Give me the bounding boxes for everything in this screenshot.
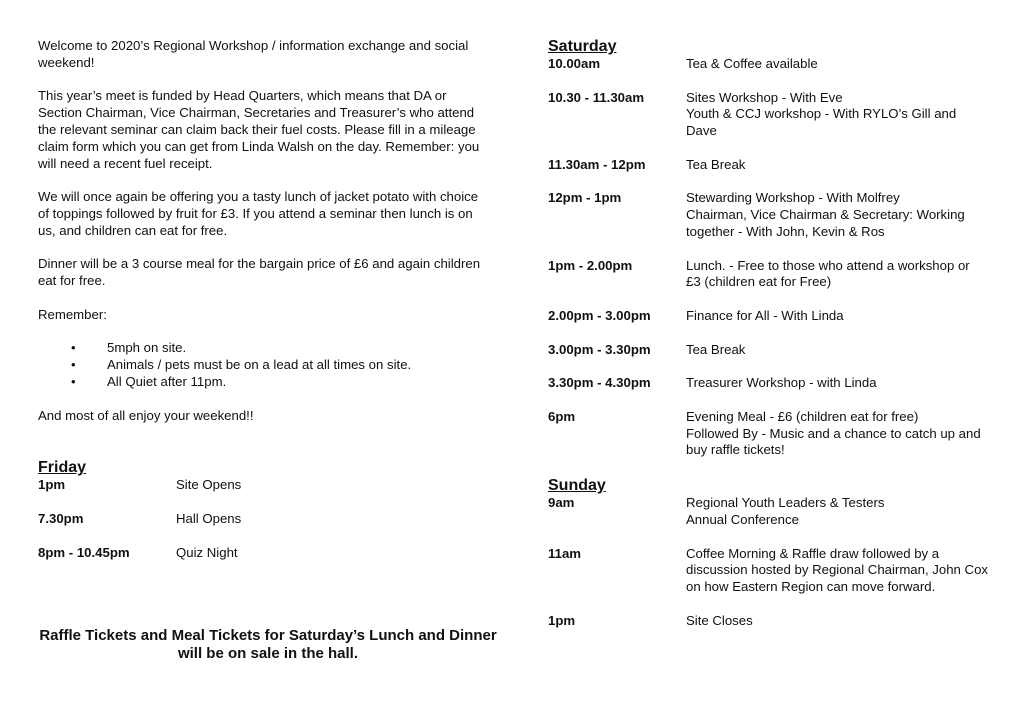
schedule-row (548, 157, 988, 174)
schedule-row (548, 546, 988, 596)
friday-heading: Friday (38, 459, 87, 477)
schedule-row (548, 56, 988, 73)
schedule-row (548, 342, 988, 359)
saturday-heading: Saturday (548, 38, 617, 55)
schedule-time: 3.00pm - 3.30pm (548, 341, 651, 357)
schedule-event: Quiz Night (176, 544, 238, 560)
list-item (38, 374, 488, 391)
schedule-event: Tea & Coffee available (686, 56, 818, 71)
schedule-event: Site Opens (176, 477, 242, 493)
schedule-event: Finance for All - With Linda (686, 307, 844, 323)
schedule-event: Evening Meal - £6 (children eat for free) Followed By - Music and a chance to catch up and buy raffle tickets! (686, 408, 981, 458)
schedule-time: 7.30pm (38, 510, 84, 526)
saturday-schedule (548, 56, 988, 459)
schedule-row (38, 477, 488, 494)
rules-list (38, 340, 488, 390)
schedule-event: Treasurer Workshop - with Linda (686, 375, 877, 391)
schedule-time: 6pm (548, 408, 576, 424)
bullet-icon: • (71, 373, 76, 389)
schedule-event: Hall Opens (176, 510, 242, 526)
dinner-paragraph: Dinner will be a 3 course meal for the bargain price of £6 and again children eat for free. (38, 256, 481, 289)
list-item (38, 340, 488, 357)
schedule-event: Site Closes (686, 612, 753, 628)
list-item (38, 357, 488, 374)
schedule-event: Sites Workshop - With Eve Youth & CCJ workshop - With RYLO’s Gill and Dave (686, 89, 957, 139)
schedule-time: 12pm - 1pm (548, 190, 622, 206)
schedule-row (548, 190, 988, 240)
schedule-row (38, 545, 488, 562)
schedule-time: 3.30pm - 4.30pm (548, 375, 651, 391)
schedule-event: Stewarding Workshop - With Molfrey Chairman, Vice Chairman & Secretary: Working together - With John, Kevin & Ros (686, 190, 965, 239)
schedule-time: 11.30am - 12pm (548, 156, 646, 172)
schedule-event: Lunch. - Free to those who attend a workshop or £3 (children eat for Free) (686, 257, 970, 290)
friday-schedule (38, 477, 488, 561)
rule-text: 5mph on site. (107, 340, 187, 356)
schedule-event: Regional Youth Leaders & Testers Annual Conference (686, 495, 885, 527)
remember-label: Remember: (38, 306, 107, 322)
schedule-event: Coffee Morning & Raffle draw followed by a discussion hosted by Regional Chairman, John Cox on how Eastern Region can move forward. (686, 545, 989, 595)
schedule-time: 2.00pm - 3.00pm (548, 307, 651, 323)
schedule-time: 1pm (548, 612, 576, 628)
ticket-notice: Raffle Tickets and Meal Tickets for Saturday’s Lunch and Dinner will be on sale in the hall. (39, 627, 497, 662)
rule-text: All Quiet after 11pm. (107, 373, 227, 389)
schedule-row (548, 495, 988, 529)
schedule-event: Tea Break (686, 156, 746, 172)
schedule-time: 1pm (38, 477, 66, 493)
schedule-time: 9am (548, 495, 575, 511)
bullet-icon: • (71, 357, 76, 373)
schedule-event: Tea Break (686, 341, 746, 357)
schedule-row (548, 308, 988, 325)
schedule-time: 10.00am (548, 56, 601, 71)
sunday-schedule (548, 495, 988, 629)
schedule-row (548, 375, 988, 392)
schedule-row (548, 409, 988, 459)
funding-paragraph: This year’s meet is funded by Head Quarters, which means that DA or Section Chairman, Vice Chairman, Secretaries and Treasurer’s who attend the relevant seminar can claim back their fuel costs. Please fill in a mileage claim form which you can get from Linda Walsh on the day. Remember: you will need a recent fuel receipt. (38, 88, 480, 171)
schedule-time: 11am (548, 545, 582, 561)
schedule-row (548, 613, 988, 630)
schedule-time: 1pm - 2.00pm (548, 257, 633, 273)
left-column (38, 38, 488, 578)
schedule-row (38, 511, 488, 528)
right-column (548, 38, 988, 646)
schedule-row (548, 258, 988, 292)
closing-paragraph: And most of all enjoy your weekend!! (38, 407, 254, 423)
sunday-heading: Sunday (548, 477, 606, 495)
schedule-time: 8pm - 10.45pm (38, 544, 130, 560)
rule-text: Animals / pets must be on a lead at all times on site. (107, 357, 412, 373)
schedule-time: 10.30 - 11.30am (548, 89, 645, 105)
schedule-row (548, 90, 988, 140)
lunch-paragraph: We will once again be offering you a tasty lunch of jacket potato with choice of toppings followed by fruit for £3. If you attend a seminar then lunch is on us, and children can eat for free. (38, 189, 479, 238)
welcome-paragraph: Welcome to 2020’s Regional Workshop / information exchange and social weekend! (38, 38, 469, 70)
bullet-icon: • (71, 340, 76, 356)
